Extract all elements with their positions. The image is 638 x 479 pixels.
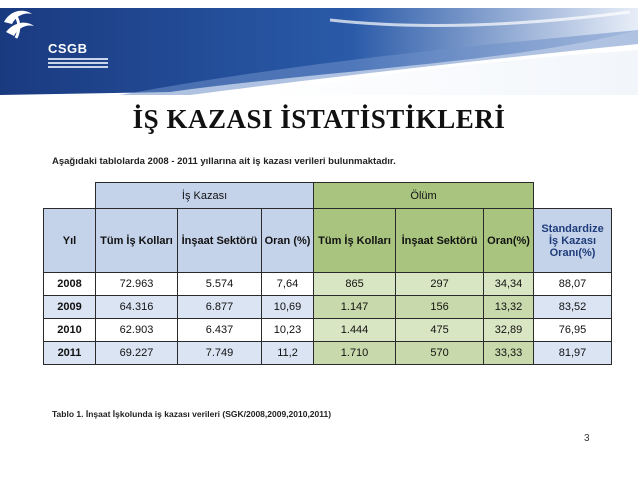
table-row — [44, 296, 612, 319]
cell-std: 88,07 — [534, 273, 612, 296]
col-header-ol-tum: Tüm İş Kolları — [314, 209, 396, 273]
cell-year: 2011 — [44, 342, 96, 365]
cell-ik-oran: 10,69 — [262, 296, 314, 319]
slide-banner — [0, 0, 638, 95]
cell-ik-tum: 72.963 — [96, 273, 178, 296]
std-header-line-2: İş Kazası — [548, 234, 597, 247]
col-header-ik-insaat: İnşaat Sektörü — [178, 209, 262, 273]
empty-corner-cell-right — [534, 183, 612, 209]
std-header-line-1: Standardize — [541, 222, 604, 235]
group-header-is-kazasi: İş Kazası — [96, 183, 314, 209]
cell-ik-insaat: 5.574 — [178, 273, 262, 296]
cell-std: 76,95 — [534, 319, 612, 342]
table-row — [44, 273, 612, 296]
accident-statistics-table — [43, 182, 611, 388]
logo-subtext-lines — [48, 58, 108, 72]
cell-ol-tum: 1.710 — [314, 342, 396, 365]
cell-ol-tum: 1.444 — [314, 319, 396, 342]
cell-year: 2008 — [44, 273, 96, 296]
table-row — [44, 319, 612, 342]
cell-ik-insaat: 6.437 — [178, 319, 262, 342]
page-number: 3 — [584, 433, 590, 444]
cell-ol-insaat: 297 — [396, 273, 484, 296]
table-row — [44, 342, 612, 365]
table-caption: Tablo 1. İnşaat İşkolunda iş kazası verileri (SGK/2008,2009,2010,2011) — [52, 409, 332, 419]
intro-text: Aşağıdaki tablolarda 2008 - 2011 yıllarına ait iş kazası verileri bulunmaktadır. — [52, 156, 396, 167]
col-header-ik-oran: Oran (%) — [262, 209, 314, 273]
std-header-line-3: Oranı(%) — [549, 246, 596, 259]
cell-ol-oran: 32,89 — [484, 319, 534, 342]
empty-corner-cell — [44, 183, 96, 209]
slide-title: İŞ KAZASI İSTATİSTİKLERİ — [132, 104, 506, 134]
cell-ik-oran: 11,2 — [262, 342, 314, 365]
cell-ol-oran: 33,33 — [484, 342, 534, 365]
col-header-ik-tum: Tüm İş Kolları — [96, 209, 178, 273]
cell-ik-oran: 7,64 — [262, 273, 314, 296]
cell-std: 81,97 — [534, 342, 612, 365]
cell-ik-insaat: 7.749 — [178, 342, 262, 365]
cell-ik-tum: 69.227 — [96, 342, 178, 365]
col-header-yil: Yıl — [44, 209, 96, 273]
cell-ol-tum: 865 — [314, 273, 396, 296]
cell-ol-insaat: 570 — [396, 342, 484, 365]
cell-year: 2009 — [44, 296, 96, 319]
cell-ik-tum: 64.316 — [96, 296, 178, 319]
cell-ol-insaat: 475 — [396, 319, 484, 342]
col-header-ol-insaat: İnşaat Sektörü — [396, 209, 484, 273]
cell-ol-oran: 34,34 — [484, 273, 534, 296]
cell-ik-tum: 62.903 — [96, 319, 178, 342]
col-header-standardize — [534, 209, 612, 273]
cell-ik-oran: 10,23 — [262, 319, 314, 342]
group-header-olum: Ölüm — [314, 183, 534, 209]
col-header-ol-oran: Oran(%) — [484, 209, 534, 273]
cell-std: 83,52 — [534, 296, 612, 319]
cell-ol-insaat: 156 — [396, 296, 484, 319]
cell-ik-insaat: 6.877 — [178, 296, 262, 319]
cell-year: 2010 — [44, 319, 96, 342]
cell-ol-tum: 1.147 — [314, 296, 396, 319]
logo-text: CSGB — [48, 41, 88, 56]
cell-ol-oran: 13,32 — [484, 296, 534, 319]
